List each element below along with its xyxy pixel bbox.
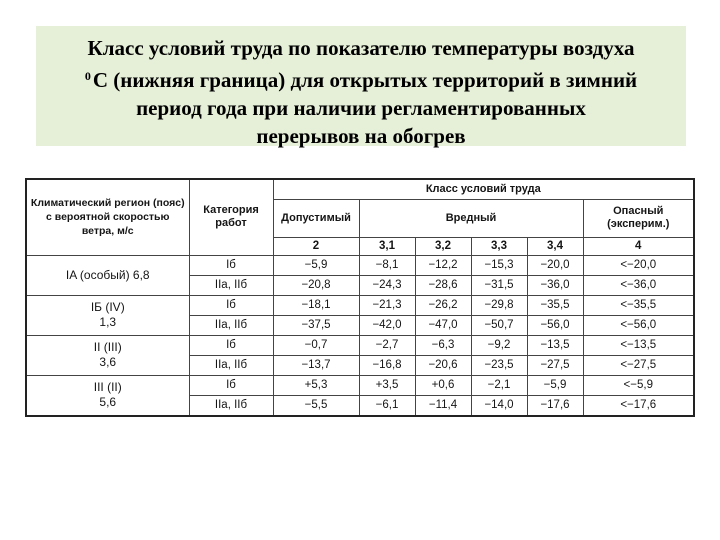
value-cell: −8,1 [359, 255, 415, 275]
header-category: Категория работ [189, 179, 273, 255]
title-line-2 [42, 62, 680, 94]
value-cell: <−17,6 [583, 395, 694, 416]
value-cell: −20,0 [527, 255, 583, 275]
value-cell: <−27,5 [583, 355, 694, 375]
value-cell: −6,1 [359, 395, 415, 416]
value-cell: <−36,0 [583, 275, 694, 295]
region-cell [26, 255, 189, 295]
header-allowed: Допустимый [273, 199, 359, 237]
value-cell: +5,3 [273, 375, 359, 395]
category-cell: Iб [189, 255, 273, 275]
value-cell: +0,6 [415, 375, 471, 395]
value-cell: −24,3 [359, 275, 415, 295]
region-wind: 5,6 [99, 395, 117, 409]
value-cell: −50,7 [471, 315, 527, 335]
value-cell: −16,8 [359, 355, 415, 375]
value-cell: −6,3 [415, 335, 471, 355]
region-label: II (III) [93, 340, 122, 354]
region-label: III (II) [93, 380, 122, 394]
slide-title-box [36, 26, 686, 146]
value-cell: −26,2 [415, 295, 471, 315]
region-wind: 1,3 [99, 315, 117, 329]
value-cell: −9,2 [471, 335, 527, 355]
region-cell [26, 335, 189, 375]
degree-mark: 0 [84, 69, 91, 83]
category-cell: Iб [189, 295, 273, 315]
header-class-group: Класс условий труда [273, 179, 694, 199]
value-cell: −14,0 [471, 395, 527, 416]
table-row [26, 335, 694, 355]
temperature-class-table [25, 178, 693, 417]
region-cell [26, 295, 189, 335]
value-cell: −47,0 [415, 315, 471, 335]
header-sub-4: 4 [583, 237, 694, 255]
region-label: IБ (IV) [90, 300, 125, 314]
value-cell: −56,0 [527, 315, 583, 335]
table-row [26, 295, 694, 315]
value-cell: −20,6 [415, 355, 471, 375]
table-row [26, 255, 694, 275]
value-cell: −13,5 [527, 335, 583, 355]
title-line-4: перерывов на обогрев [256, 124, 466, 148]
value-cell: −23,5 [471, 355, 527, 375]
value-cell: −11,4 [415, 395, 471, 416]
table [25, 178, 695, 417]
value-cell: −2,7 [359, 335, 415, 355]
header-sub-3-1: 3,1 [359, 237, 415, 255]
header-dangerous: Опасный (эксперим.) [583, 199, 694, 237]
header-sub-2: 2 [273, 237, 359, 255]
title-line-1: Класс условий труда по показателю температуры воздуха [87, 36, 635, 60]
value-cell: −36,0 [527, 275, 583, 295]
value-cell: +3,5 [359, 375, 415, 395]
value-cell: −13,7 [273, 355, 359, 375]
value-cell: −29,8 [471, 295, 527, 315]
header-sub-3-3: 3,3 [471, 237, 527, 255]
category-cell: Iб [189, 375, 273, 395]
value-cell: −35,5 [527, 295, 583, 315]
title-line-3: период года при наличии регламентированных [136, 96, 586, 120]
value-cell: −17,6 [527, 395, 583, 416]
header-region: Климатический регион (пояс) с вероятной скоростью ветра, м/с [26, 179, 189, 255]
category-cell: Iб [189, 335, 273, 355]
value-cell: −31,5 [471, 275, 527, 295]
value-cell: −37,5 [273, 315, 359, 335]
region-wind: 3,6 [99, 355, 117, 369]
value-cell: <−5,9 [583, 375, 694, 395]
value-cell: −27,5 [527, 355, 583, 375]
value-cell: −12,2 [415, 255, 471, 275]
value-cell: −15,3 [471, 255, 527, 275]
value-cell: −2,1 [471, 375, 527, 395]
value-cell: −42,0 [359, 315, 415, 335]
region-cell [26, 375, 189, 416]
header-harmful: Вредный [359, 199, 583, 237]
category-cell: IIa, IIб [189, 355, 273, 375]
header-sub-3-4: 3,4 [527, 237, 583, 255]
value-cell: −20,8 [273, 275, 359, 295]
category-cell: IIa, IIб [189, 275, 273, 295]
value-cell: −5,5 [273, 395, 359, 416]
value-cell: −18,1 [273, 295, 359, 315]
value-cell: −5,9 [273, 255, 359, 275]
value-cell: <−56,0 [583, 315, 694, 335]
category-cell: IIa, IIб [189, 315, 273, 335]
value-cell: <−13,5 [583, 335, 694, 355]
value-cell: −28,6 [415, 275, 471, 295]
value-cell: −21,3 [359, 295, 415, 315]
table-row [26, 375, 694, 395]
value-cell: −0,7 [273, 335, 359, 355]
region-label: IA (особый) 6,8 [65, 267, 150, 282]
value-cell: <−35,5 [583, 295, 694, 315]
value-cell: −5,9 [527, 375, 583, 395]
category-cell: IIa, IIб [189, 395, 273, 416]
title-line-2-text: С (нижняя граница) для открытых территорий в зимний [92, 68, 638, 92]
header-sub-3-2: 3,2 [415, 237, 471, 255]
value-cell: <−20,0 [583, 255, 694, 275]
